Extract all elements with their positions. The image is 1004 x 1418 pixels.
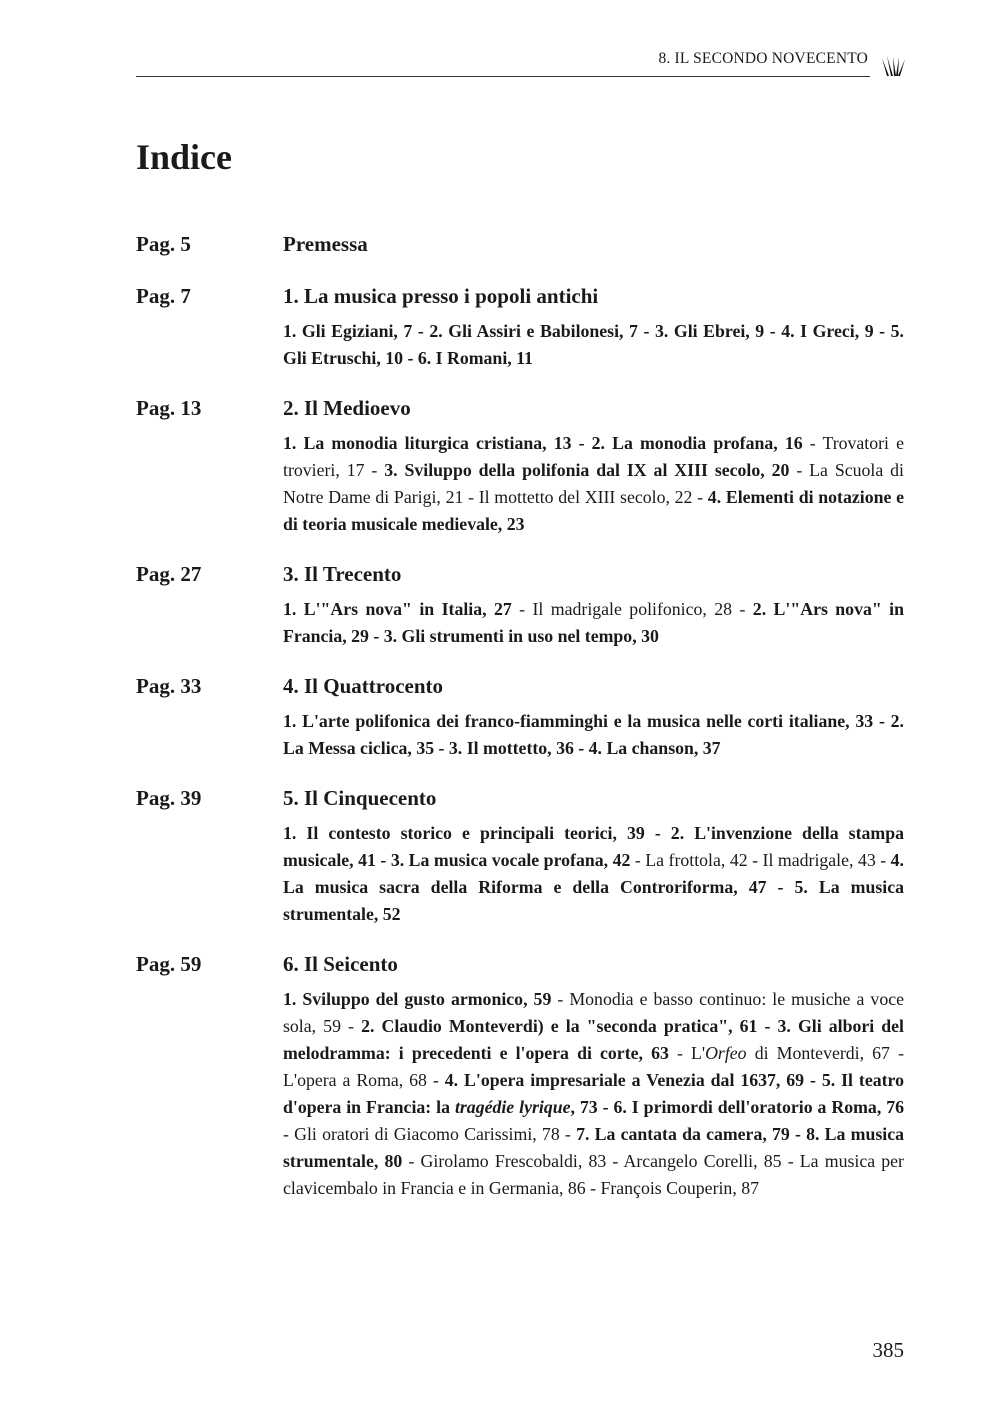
toc-entry [136, 948, 904, 1202]
toc-section-text: 3. Sviluppo della polifonia dal IX al XIII secolo, 20 [384, 460, 790, 480]
toc-page-ref: Pag. 33 [136, 674, 202, 698]
toc-chapter-heading: 3. Il Trecento [283, 562, 402, 586]
toc-section-text: - Monodia e basso continuo: le musiche a voce sola, 59 - [283, 989, 904, 1036]
toc-section-list [283, 596, 904, 650]
toc-page-ref: Pag. 5 [136, 232, 191, 256]
page-title: Indice [136, 137, 233, 177]
toc-entry-body [283, 280, 904, 372]
toc-chapter-heading: 5. Il Cinquecento [283, 786, 437, 810]
toc-section-text: di Monteverdi, 67 - L'opera a Roma, 68 - [283, 1043, 904, 1090]
toc-page-ref: Pag. 27 [136, 562, 202, 586]
toc-entry-body [283, 670, 904, 762]
toc-page-ref: Pag. 13 [136, 396, 202, 420]
toc-section-text: 1. Il contesto storico e principali teorici, 39 - 2. L'invenzione della stampa musicale, 41 - 3. La musica vocale profana, 42 [283, 823, 904, 870]
toc-section-list [283, 820, 904, 928]
toc-entry [136, 228, 904, 260]
toc-entry-body [283, 782, 904, 928]
toc-section-text: 1. L'arte polifonica dei franco-fiamminghi e la musica nelle corti italiane, 33 - 2. La Messa ciclica, 35 - 3. Il mottetto, 36 - 4. La chanson, 37 [283, 711, 904, 758]
toc-page-ref: Pag. 39 [136, 786, 202, 810]
toc-section-text: - Il madrigale polifonico, 28 - [511, 599, 753, 619]
toc-section-text: 1. L'"Ars nova" in Italia, 27 [283, 599, 512, 619]
toc-entry-body [283, 392, 904, 538]
toc-chapter-heading: 1. La musica presso i popoli antichi [283, 284, 599, 308]
toc-section-text: - Girolamo Frescobaldi, 83 - Arcangelo Corelli, 85 - La musica per clavicembalo in Francia e in Germania, 86 - François Couperin, 87 [283, 1151, 904, 1198]
running-title: 8. IL SECONDO NOVECENTO [658, 50, 868, 67]
toc-section-text: 1. Sviluppo del gusto armonico, 59 [283, 989, 552, 1009]
toc-entry [136, 558, 904, 650]
running-header [136, 48, 870, 77]
toc-section-list [283, 318, 904, 372]
toc-chapter-heading: Premessa [283, 232, 368, 256]
toc-section-text: - La frottola, 42 - Il madrigale, 43 - [630, 850, 891, 870]
toc-entry [136, 782, 904, 928]
toc-section-text: 7. La cantata da camera, 79 - 8. La musica strumentale, 80 [283, 1124, 904, 1171]
toc-section-list [283, 708, 904, 762]
toc-entry-body [283, 948, 904, 1202]
toc-entry [136, 280, 904, 372]
toc-section-text: 4. La musica sacra della Riforma e della Controriforma, 47 - 5. La musica strumentale, 52 [283, 850, 904, 924]
toc-section-list [283, 986, 904, 1202]
toc-entry-body [283, 228, 904, 260]
toc-section-text: 2. L'"Ars nova" in Francia, 29 - 3. Gli strumenti in uso nel tempo, 30 [283, 599, 904, 646]
toc-section-text: 1. Gli Egiziani, 7 - 2. Gli Assiri e Babilonesi, 7 - 3. Gli Ebrei, 9 - 4. I Greci, 9 - 5. Gli Etruschi, 10 - 6. I Romani, 11 [283, 321, 904, 368]
toc-section-text: - Gli oratori di Giacomo Carissimi, 78 - [283, 1124, 577, 1144]
page-number: 385 [872, 1338, 904, 1362]
toc-section-text: 1. La monodia liturgica cristiana, 13 - 2. La monodia profana, 16 [283, 433, 803, 453]
toc-page-ref: Pag. 59 [136, 952, 202, 976]
toc-section-list [283, 430, 904, 538]
toc-chapter-heading: 2. Il Medioevo [283, 396, 411, 420]
toc-section-text: - L' [668, 1043, 706, 1063]
toc-chapter-heading: 6. Il Seicento [283, 952, 398, 976]
toc-chapter-heading: 4. Il Quattrocento [283, 674, 444, 698]
toc-section-text: - Trovatori e trovieri, 17 - [283, 433, 904, 480]
toc-entry [136, 392, 904, 538]
publisher-logo-icon [880, 54, 906, 78]
toc-section-text: - La Scuola di Notre Dame di Parigi, 21 - Il mottetto del XIII secolo, 22 - [283, 460, 904, 507]
toc-entry-body [283, 558, 904, 650]
toc-section-text: Orfeo [705, 1043, 747, 1063]
toc-entry [136, 670, 904, 762]
table-of-contents [136, 228, 904, 1222]
toc-section-text: 4. Elementi di notazione e di teoria musicale medievale, 23 [283, 487, 904, 534]
toc-section-text: 4. L'opera impresariale a Venezia dal 1637, 69 - 5. Il teatro d'opera in Francia: la [283, 1070, 904, 1117]
toc-section-text: tragédie lyrique [454, 1097, 571, 1117]
toc-section-text: 2. Claudio Monteverdi) e la "seconda pratica", 61 - 3. Gli albori del melodramma: i precedenti e l'opera di corte, 63 [283, 1016, 904, 1063]
toc-page-ref: Pag. 7 [136, 284, 191, 308]
toc-section-text: , 73 - 6. I primordi dell'oratorio a Roma, 76 [570, 1097, 904, 1117]
